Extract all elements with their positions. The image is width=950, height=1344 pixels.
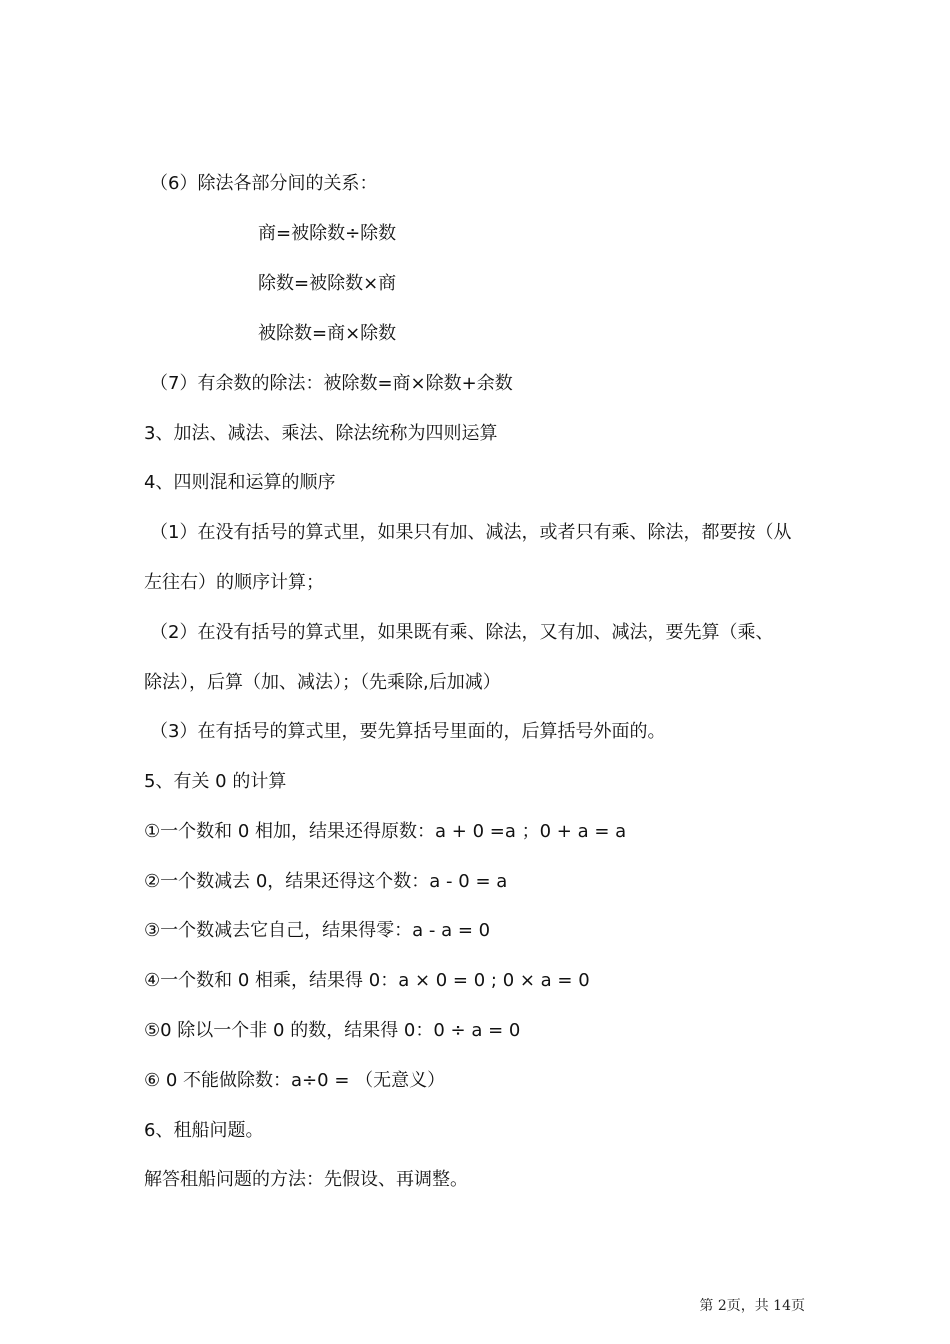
formula-dividend: 被除数=商×除数 xyxy=(258,323,397,344)
rule-2-line-1: （2）在没有括号的算式里，如果既有乘、除法，又有加、减法，要先算（乘、 xyxy=(150,622,774,643)
zero-rule-1: ①一个数和 0 相加，结果还得原数：a + 0 =a ；0 + a = a xyxy=(144,821,627,842)
formula-divisor: 除数=被除数×商 xyxy=(258,273,397,294)
rule-1-line-2: 左往右）的顺序计算； xyxy=(144,572,324,593)
formula-quotient: 商=被除数÷除数 xyxy=(258,223,397,244)
rule-1-line-1: （1）在没有括号的算式里，如果只有加、减法，或者只有乘、除法，都要按（从 xyxy=(150,522,792,543)
boat-method: 解答租船问题的方法：先假设、再调整。 xyxy=(144,1169,468,1190)
zero-rule-3: ③一个数减去它自己，结果得零：a - a = 0 xyxy=(144,920,491,941)
item-5-title: 5、有关 0 的计算 xyxy=(144,771,287,792)
zero-rule-4: ④一个数和 0 相乘，结果得 0：a × 0 = 0 ; 0 × a = 0 xyxy=(144,970,590,991)
zero-rule-2: ②一个数减去 0，结果还得这个数：a - 0 = a xyxy=(144,871,508,892)
division-relation-title: （6）除法各部分间的关系： xyxy=(150,173,378,194)
rule-2-line-2: 除法），后算（加、减法）；（先乘除,后加减） xyxy=(144,672,501,693)
remainder-division: （7）有余数的除法：被除数=商×除数+余数 xyxy=(150,373,513,394)
page-indicator: 第 2页，共 14页 xyxy=(699,1298,805,1314)
rule-3: （3）在有括号的算式里，要先算括号里面的，后算括号外面的。 xyxy=(150,721,666,742)
zero-rule-6: ⑥ 0 不能做除数：a÷0 = （无意义） xyxy=(144,1070,446,1091)
item-4-title: 4、四则混和运算的顺序 xyxy=(144,472,336,493)
item-3: 3、加法、减法、乘法、除法统称为四则运算 xyxy=(144,423,498,444)
item-6-title: 6、租船问题。 xyxy=(144,1120,264,1141)
zero-rule-5: ⑤0 除以一个非 0 的数，结果得 0：0 ÷ a = 0 xyxy=(144,1020,521,1041)
